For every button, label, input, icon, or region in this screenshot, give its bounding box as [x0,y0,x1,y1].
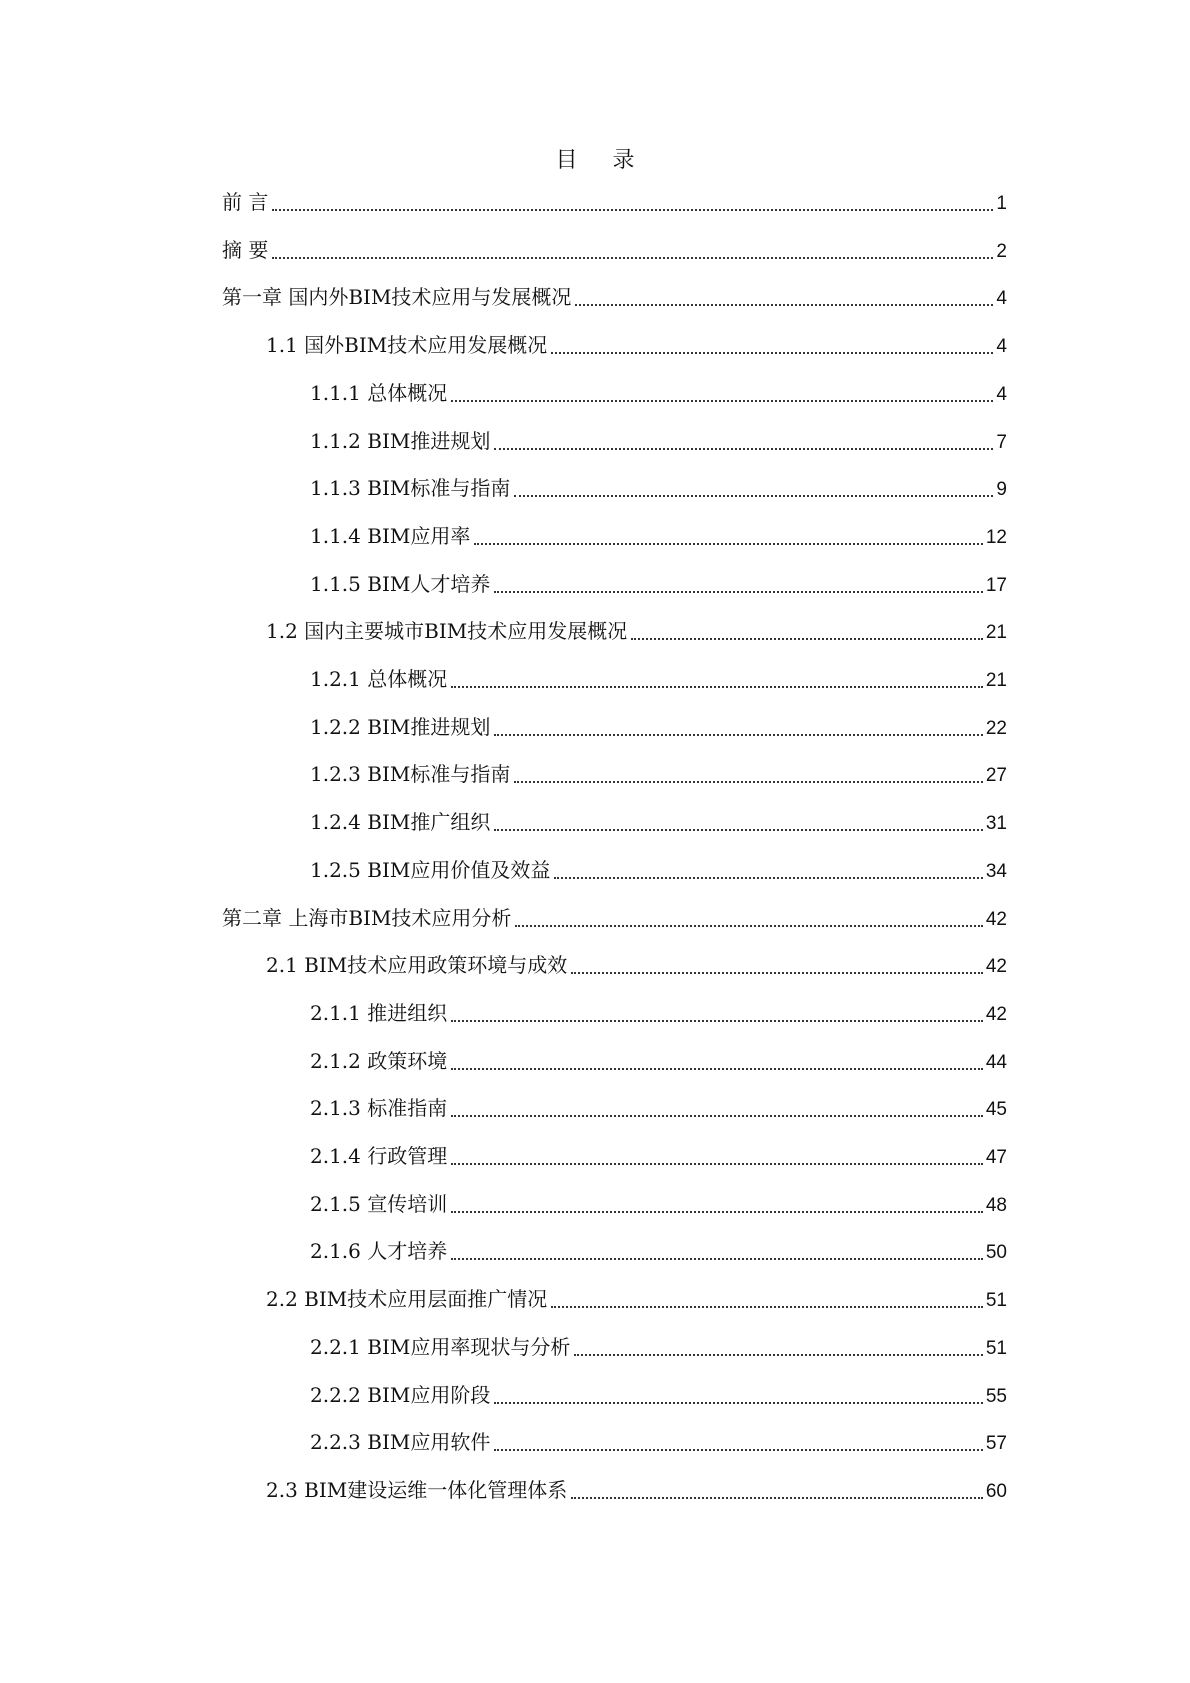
toc-entry[interactable] [310,1094,1007,1122]
dot-leader [272,257,993,259]
toc-entry-page-number: 12 [985,527,1007,548]
dot-leader [451,686,983,688]
toc-entry[interactable] [266,1285,1007,1313]
toc-entry[interactable] [266,1476,1007,1504]
dot-leader [515,925,982,927]
toc-entry[interactable] [310,665,1007,693]
toc-entry-label: 1.2.1 总体概况 [310,667,448,691]
toc-entry-page-number: 4 [996,384,1007,405]
toc-entry[interactable] [310,1428,1007,1456]
dot-leader [494,591,983,593]
toc-entry-label: 1.2 国内主要城市BIM技术应用发展概况 [266,619,628,643]
toc-entry-label: 2.3 BIM建设运维一体化管理体系 [266,1478,568,1502]
dot-leader [514,781,983,783]
dot-leader [631,638,983,640]
toc-entry-page-number: 48 [985,1195,1007,1216]
toc-entry-page-number: 44 [985,1052,1007,1073]
toc-entry-label: 1.2.2 BIM推进规划 [310,715,491,739]
dot-leader [571,1497,983,1499]
toc-entry-label: 2.1.1 推进组织 [310,1001,448,1025]
toc-entry[interactable] [310,999,1007,1027]
toc-entry[interactable] [222,236,1007,264]
toc-entry-label: 2.2.2 BIM应用阶段 [310,1383,491,1407]
dot-leader [494,734,983,736]
toc-entry-label: 2.2.3 BIM应用软件 [310,1430,491,1454]
toc-entry-page-number: 21 [985,670,1007,691]
dot-leader [272,209,993,211]
toc-entry[interactable] [310,1142,1007,1170]
toc-entry-page-number: 51 [985,1338,1007,1359]
dot-leader [575,304,993,306]
toc-entry[interactable] [310,379,1007,407]
dot-leader [451,1068,983,1070]
toc-entry-label: 1.1.2 BIM推进规划 [310,429,491,453]
toc-entry[interactable] [310,713,1007,741]
toc-entry-label: 1.1 国外BIM技术应用发展概况 [266,333,548,357]
dot-leader [451,1211,983,1213]
toc-entry-page-number: 55 [985,1386,1007,1407]
toc-entry-page-number: 7 [996,432,1007,453]
dot-leader [451,400,993,402]
toc-entry[interactable] [310,522,1007,550]
toc-entry[interactable] [310,760,1007,788]
toc-entry[interactable] [310,427,1007,455]
toc-entry-page-number: 42 [985,1004,1007,1025]
page-title: 目 录 [555,148,649,173]
dot-leader [551,1306,983,1308]
toc-entry-page-number: 31 [985,813,1007,834]
toc-entry[interactable] [310,808,1007,836]
dot-leader [494,1449,983,1451]
toc-entry-label: 1.2.4 BIM推广组织 [310,810,491,834]
toc-entry[interactable] [310,1237,1007,1265]
toc-entry-page-number: 51 [985,1290,1007,1311]
toc-entry[interactable] [310,474,1007,502]
toc-entry-page-number: 17 [985,575,1007,596]
dot-leader [451,1115,983,1117]
toc-entry-label: 2.1.5 宣传培训 [310,1192,448,1216]
dot-leader [451,1020,983,1022]
toc-entry-page-number: 2 [996,241,1007,262]
toc-entry-label: 1.1.3 BIM标准与指南 [310,476,511,500]
toc-entry-page-number: 4 [996,336,1007,357]
toc-entry-page-number: 4 [996,288,1007,309]
toc-entry-label: 2.1.6 人才培养 [310,1239,448,1263]
dot-leader [494,829,983,831]
toc-entry-page-number: 22 [985,718,1007,739]
toc-entry-label: 1.1.5 BIM人才培养 [310,572,491,596]
toc-entry-page-number: 57 [985,1433,1007,1454]
toc-entry-label: 第一章 国内外BIM技术应用与发展概况 [222,285,572,309]
toc-entry[interactable] [266,951,1007,979]
toc-entry-label: 2.2.1 BIM应用率现状与分析 [310,1335,571,1359]
toc-entry[interactable] [222,904,1007,932]
toc-entry[interactable] [266,617,1007,645]
toc-entry-page-number: 34 [985,861,1007,882]
toc-entry[interactable] [222,188,1007,216]
toc-entry-page-number: 45 [985,1099,1007,1120]
toc-entry-page-number: 42 [985,909,1007,930]
toc-entry-label: 第二章 上海市BIM技术应用分析 [222,906,512,930]
toc-entry-label: 1.2.5 BIM应用价值及效益 [310,858,551,882]
toc-entry-label: 2.2 BIM技术应用层面推广情况 [266,1287,548,1311]
toc-entry-label: 2.1.3 标准指南 [310,1096,448,1120]
toc-entry-label: 前 言 [222,190,269,214]
toc-entry-label: 摘 要 [222,238,269,262]
toc-entry-label: 1.1.1 总体概况 [310,381,448,405]
dot-leader [494,1402,983,1404]
toc-entry-label: 1.2.3 BIM标准与指南 [310,762,511,786]
toc-entry-page-number: 42 [985,956,1007,977]
toc-entry[interactable] [222,283,1007,311]
toc-entry[interactable] [310,570,1007,598]
dot-leader [551,352,993,354]
toc-entry-page-number: 21 [985,622,1007,643]
toc-entry-label: 2.1.2 政策环境 [310,1049,448,1073]
toc-entry-page-number: 47 [985,1147,1007,1168]
dot-leader [451,1258,983,1260]
toc-entry[interactable] [310,856,1007,884]
dot-leader [554,877,983,879]
dot-leader [451,1163,983,1165]
toc-entry-label: 2.1 BIM技术应用政策环境与成效 [266,953,568,977]
toc-entry[interactable] [310,1047,1007,1075]
toc-entry[interactable] [310,1333,1007,1361]
toc-entry-page-number: 60 [985,1481,1007,1502]
toc-entry-page-number: 1 [996,193,1007,214]
dot-leader [571,972,983,974]
toc-entry-page-number: 9 [996,479,1007,500]
toc-entry[interactable] [310,1190,1007,1218]
toc-entry-page-number: 50 [985,1242,1007,1263]
dot-leader [474,543,983,545]
toc-entry-page-number: 27 [985,765,1007,786]
toc-entry[interactable] [266,331,1007,359]
dot-leader [574,1354,983,1356]
toc-entry-label: 1.1.4 BIM应用率 [310,524,471,548]
dot-leader [494,448,993,450]
toc-entry[interactable] [310,1381,1007,1409]
dot-leader [514,495,993,497]
toc-entry-label: 2.1.4 行政管理 [310,1144,448,1168]
